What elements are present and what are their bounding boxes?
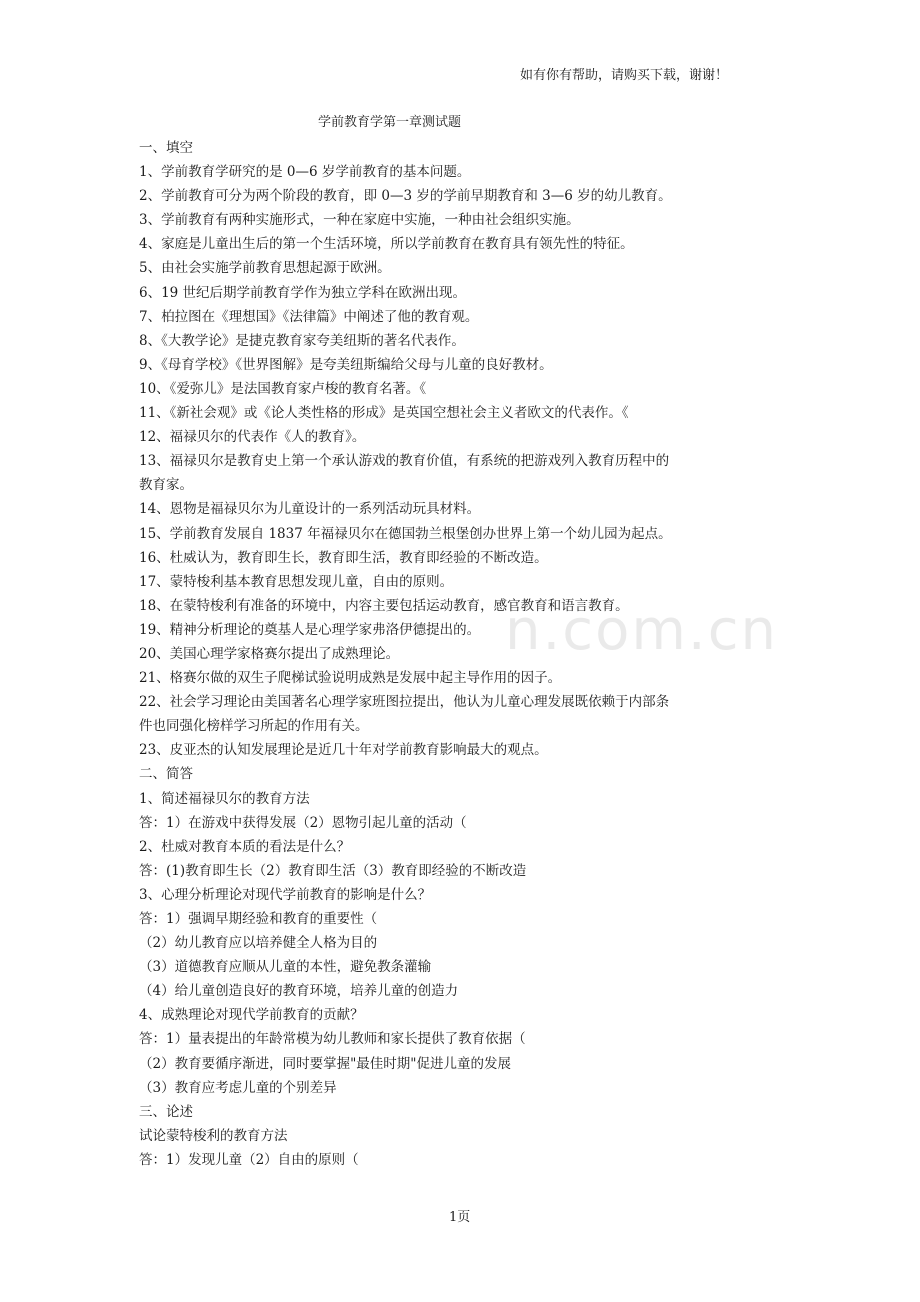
question-line: 7、柏拉图在《理想国》《法律篇》中阐述了他的教育观。 bbox=[139, 308, 479, 325]
question-line: 1、简述福禄贝尔的教育方法 bbox=[139, 790, 310, 807]
question-line: 19、精神分析理论的奠基人是心理学家弗洛伊德提出的。 bbox=[139, 621, 481, 638]
question-line: 1、学前教育学研究的是 0—6 岁学前教育的基本问题。 bbox=[139, 164, 471, 181]
answer-line: （4）给儿童创造良好的教育环境，培养儿童的创造力 bbox=[139, 983, 459, 1000]
section-heading-short-answer: 二、简答 bbox=[139, 766, 193, 783]
question-line: 21、格赛尔做的双生子爬梯试验说明成熟是发展中起主导作用的因子。 bbox=[139, 670, 562, 687]
question-line: 6、19 世纪后期学前教育学作为独立学科在欧洲出现。 bbox=[139, 284, 467, 301]
section-heading-essay: 三、论述 bbox=[139, 1103, 193, 1120]
answer-line: 答：1）量表提出的年龄常模为幼儿教师和家长提供了教育依据（ bbox=[139, 1031, 526, 1048]
question-line: 9、《母育学校》《世界图解》是夸美纽斯编给父母与儿童的良好教材。 bbox=[139, 356, 553, 373]
page-number: 1页 bbox=[449, 1210, 471, 1225]
question-line: 4、家庭是儿童出生后的第一个生活环境，所以学前教育在教育具有领先性的特征。 bbox=[139, 236, 634, 253]
question-line: 23、皮亚杰的认知发展理论是近几十年对学前教育影响最大的观点。 bbox=[139, 742, 548, 759]
answer-line: 答：1）强调早期经验和教育的重要性（ bbox=[139, 911, 378, 927]
answer-line: 答：1）在游戏中获得发展（2）恩物引起儿童的活动（ bbox=[139, 814, 467, 831]
question-line: 16、杜威认为，教育即生长，教育即生活，教育即经验的不断改造。 bbox=[139, 549, 548, 566]
question-line: 3、学前教育有两种实施形式，一种在家庭中实施，一种由社会组织实施。 bbox=[139, 212, 580, 229]
question-line: 22、社会学习理论由美国著名心理学家班图拉提出，他认为儿童心理发展既依赖于内部条件也同强化榜样学习所起的作用有关。 bbox=[139, 694, 670, 735]
question-line: 2、杜威对教育本质的看法是什么？ bbox=[139, 838, 351, 855]
question-line: 4、成熟理论对现代学前教育的贡献？ bbox=[139, 1007, 364, 1024]
question-line: 2、学前教育可分为两个阶段的教育，即 0—3 岁的学前早期教育和 3—6 岁的幼儿教育。 bbox=[139, 188, 672, 205]
header-note: 如有你有帮助，请购买下载，谢谢！ bbox=[520, 68, 729, 83]
question-line: 11、《新社会观》或《论人类性格的形成》是英国空想社会主义者欧文的代表作。《 bbox=[139, 405, 629, 422]
question-line: 17、蒙特梭利基本教育思想发现儿童，自由的原则。 bbox=[139, 573, 454, 590]
watermark: n.com.cn bbox=[505, 598, 778, 663]
question-line: 3、心理分析理论对现代学前教育的影响是什么？ bbox=[139, 886, 432, 903]
question-line: 5、由社会实施学前教育思想起源于欧洲。 bbox=[139, 260, 391, 277]
question-line: 14、恩物是福禄贝尔为儿童设计的一系列活动玩具材料。 bbox=[139, 501, 481, 518]
question-line: 20、美国心理学家格赛尔提出了成熟理论。 bbox=[139, 645, 400, 662]
answer-line: （3）道德教育应顺从儿童的本性，避免教条灌输 bbox=[139, 959, 432, 976]
question-line: 10、《爱弥儿》是法国教育家卢梭的教育名著。《 bbox=[139, 380, 427, 397]
document-body bbox=[139, 136, 679, 1172]
question-line: 13、福禄贝尔是教育史上第一个承认游戏的教育价值，有系统的把游戏列入教育历程中的教育家。 bbox=[139, 453, 670, 494]
answer-line: （2）幼儿教育应以培养健全人格为目的 bbox=[139, 935, 378, 952]
answer-line: （2）教育要循序渐进，同时要掌握"最佳时期"促进儿童的发展 bbox=[139, 1055, 512, 1072]
question-line: 8、《大教学论》是捷克教育家夸美纽斯的著名代表作。 bbox=[139, 332, 465, 349]
question-line: 18、在蒙特梭利有准备的环境中，内容主要包括运动教育，感官教育和语言教育。 bbox=[139, 597, 629, 614]
section-heading-fill-in: 一、填空 bbox=[139, 140, 193, 156]
question-line: 12、福禄贝尔的代表作《人的教育》。 bbox=[139, 429, 366, 446]
question-line: 15、学前教育发展自 1837 年福禄贝尔在德国勃兰根堡创办世界上第一个幼儿园为起点。 bbox=[139, 525, 672, 542]
answer-line: 答：1）发现儿童（2）自由的原则（ bbox=[139, 1151, 359, 1168]
answer-line: 答：(1)教育即生长（2）教育即生活（3）教育即经验的不断改造 bbox=[139, 862, 527, 879]
document-title: 学前教育学第一章测试题 bbox=[318, 115, 462, 130]
question-line: 试论蒙特梭利的教育方法 bbox=[139, 1127, 288, 1144]
answer-line: （3）教育应考虑儿童的个别差异 bbox=[139, 1079, 337, 1096]
